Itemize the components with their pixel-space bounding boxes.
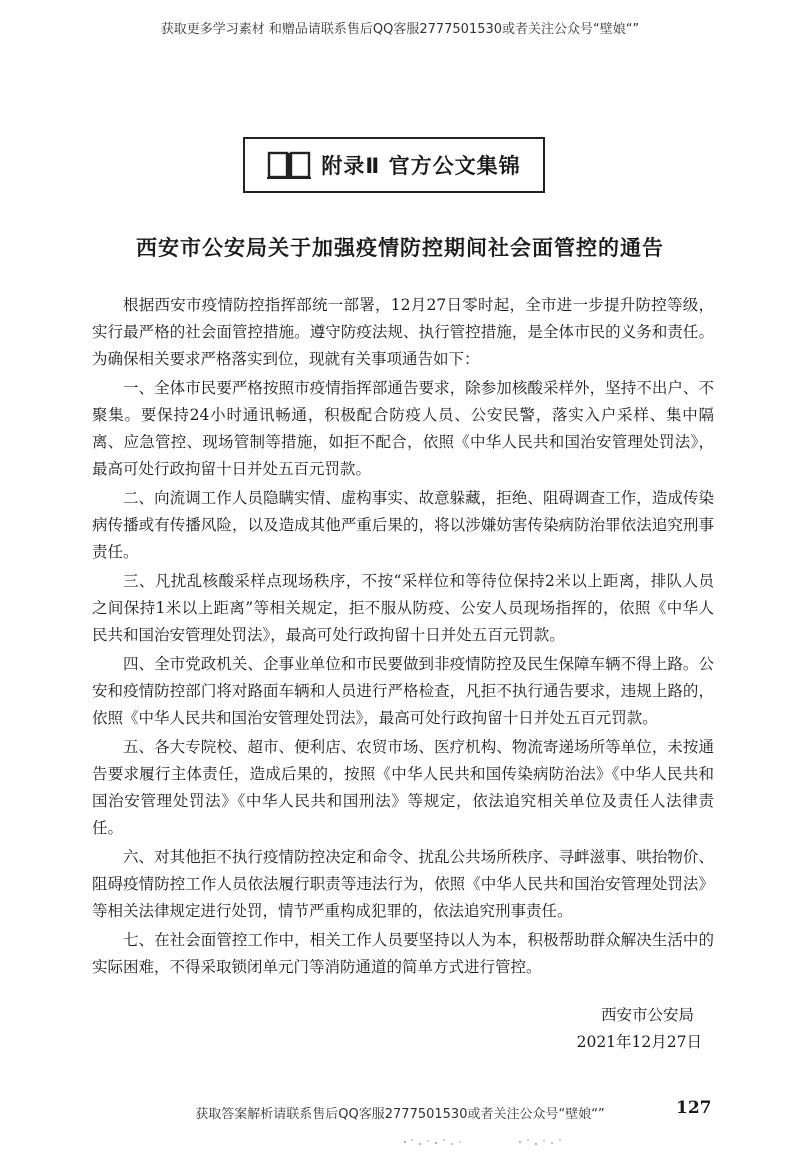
signature-organization: 西安市公安局: [600, 1006, 694, 1024]
book-icon: [267, 150, 311, 180]
document-title: 西安市公安局关于加强疫情防控期间社会面管控的通告: [136, 235, 664, 260]
paragraph-item-1: 一、全体市民要严格按照市疫情指挥部通告要求，除参加核酸采样外，坚持不出户、不聚集。要保持24小时通讯畅通，积极配合防疫人员、公安民警，落实入户采样、集中隔离、应急管控、现场管制等措施，如拒不配合，依照《中华人民共和国治安管理处罚法》，最高可处行政拘留十日并处五百元罚款。: [92, 379, 714, 478]
paragraph-item-6: 六、对其他拒不执行疫情防控决定和命令、扰乱公共场所秩序、寻衅滋事、哄抬物价、阻碍疫情防控工作人员依法履行职责等违法行为，依照《中华人民共和国治安管理处罚法》等相关法律规定进行处罚，情节严重构成犯罪的，依法追究刑事责任。: [92, 848, 714, 920]
footer-note: 获取答案解析请联系售后QQ客服2777501530或者关注公众号“壁娘“”: [195, 1107, 605, 1122]
paragraph-item-5: 五、各大专院校、超市、便利店、农贸市场、医疗机构、物流寄递场所等单位，未按通告要求履行主体责任，造成后果的，按照《中华人民共和国传染病防治法》《中华人民共和国治安管理处罚法》《中华人民共和国刑法》等规定，依法追究相关单位及责任人法律责任。: [92, 738, 714, 837]
page-number: 127: [676, 1098, 712, 1118]
document-body: [92, 292, 714, 983]
signature-date: 2021年12月27日: [576, 1033, 702, 1051]
paragraph-item-7: 七、在社会面管控工作中，相关工作人员要坚持以人为本，积极帮助群众解决生活中的实际困难，不得采取锁闭单元门等消防通道的简单方式进行管控。: [92, 931, 714, 976]
section-header: [243, 137, 545, 193]
paragraph-item-2: 二、向流调工作人员隐瞒实情、虚构事实、故意躲藏，拒绝、阻碍调查工作，造成传染病传播或有传播风险，以及造成其他严重后果的，将以涉嫌妨害传染病防治罪依法追究刑事责任。: [92, 489, 714, 561]
paragraph-intro: 根据西安市疫情防控指挥部统一部署，12月27日零时起，全市进一步提升防控等级，实行最严格的社会面管控措施。遵守防疫法规、执行管控措施，是全体市民的义务和责任。为确保相关要求严格落实到位，现就有关事项通告如下：: [92, 296, 714, 368]
paragraph-item-4: 四、全市党政机关、企事业单位和市民要做到非疫情防控及民生保障车辆不得上路。公安和疫情防控部门将对路面车辆和人员进行严格检查，凡拒不执行通告要求，违规上路的，依照《中华人民共和国治安管理处罚法》，最高可处行政拘留十日并处五百元罚款。: [92, 655, 714, 727]
paragraph-item-3: 三、凡扰乱核酸采样点现场秩序，不按“采样位和等待位保持2米以上距离，排队人员之间保持1米以上距离”等相关规定，拒不服从防疫、公安人员现场指挥的，依照《中华人民共和国治安管理处罚法》，最高可处行政拘留十日并处五百元罚款。: [92, 572, 714, 644]
header-note: 获取更多学习素材 和赠品请联系售后QQ客服2777501530或者关注公众号“壁娘“”: [160, 22, 640, 37]
section-title: 附录Ⅱ 官方公文集锦: [321, 154, 521, 178]
scan-noise-marks: [400, 1132, 600, 1152]
signature-block: [577, 1002, 702, 1056]
